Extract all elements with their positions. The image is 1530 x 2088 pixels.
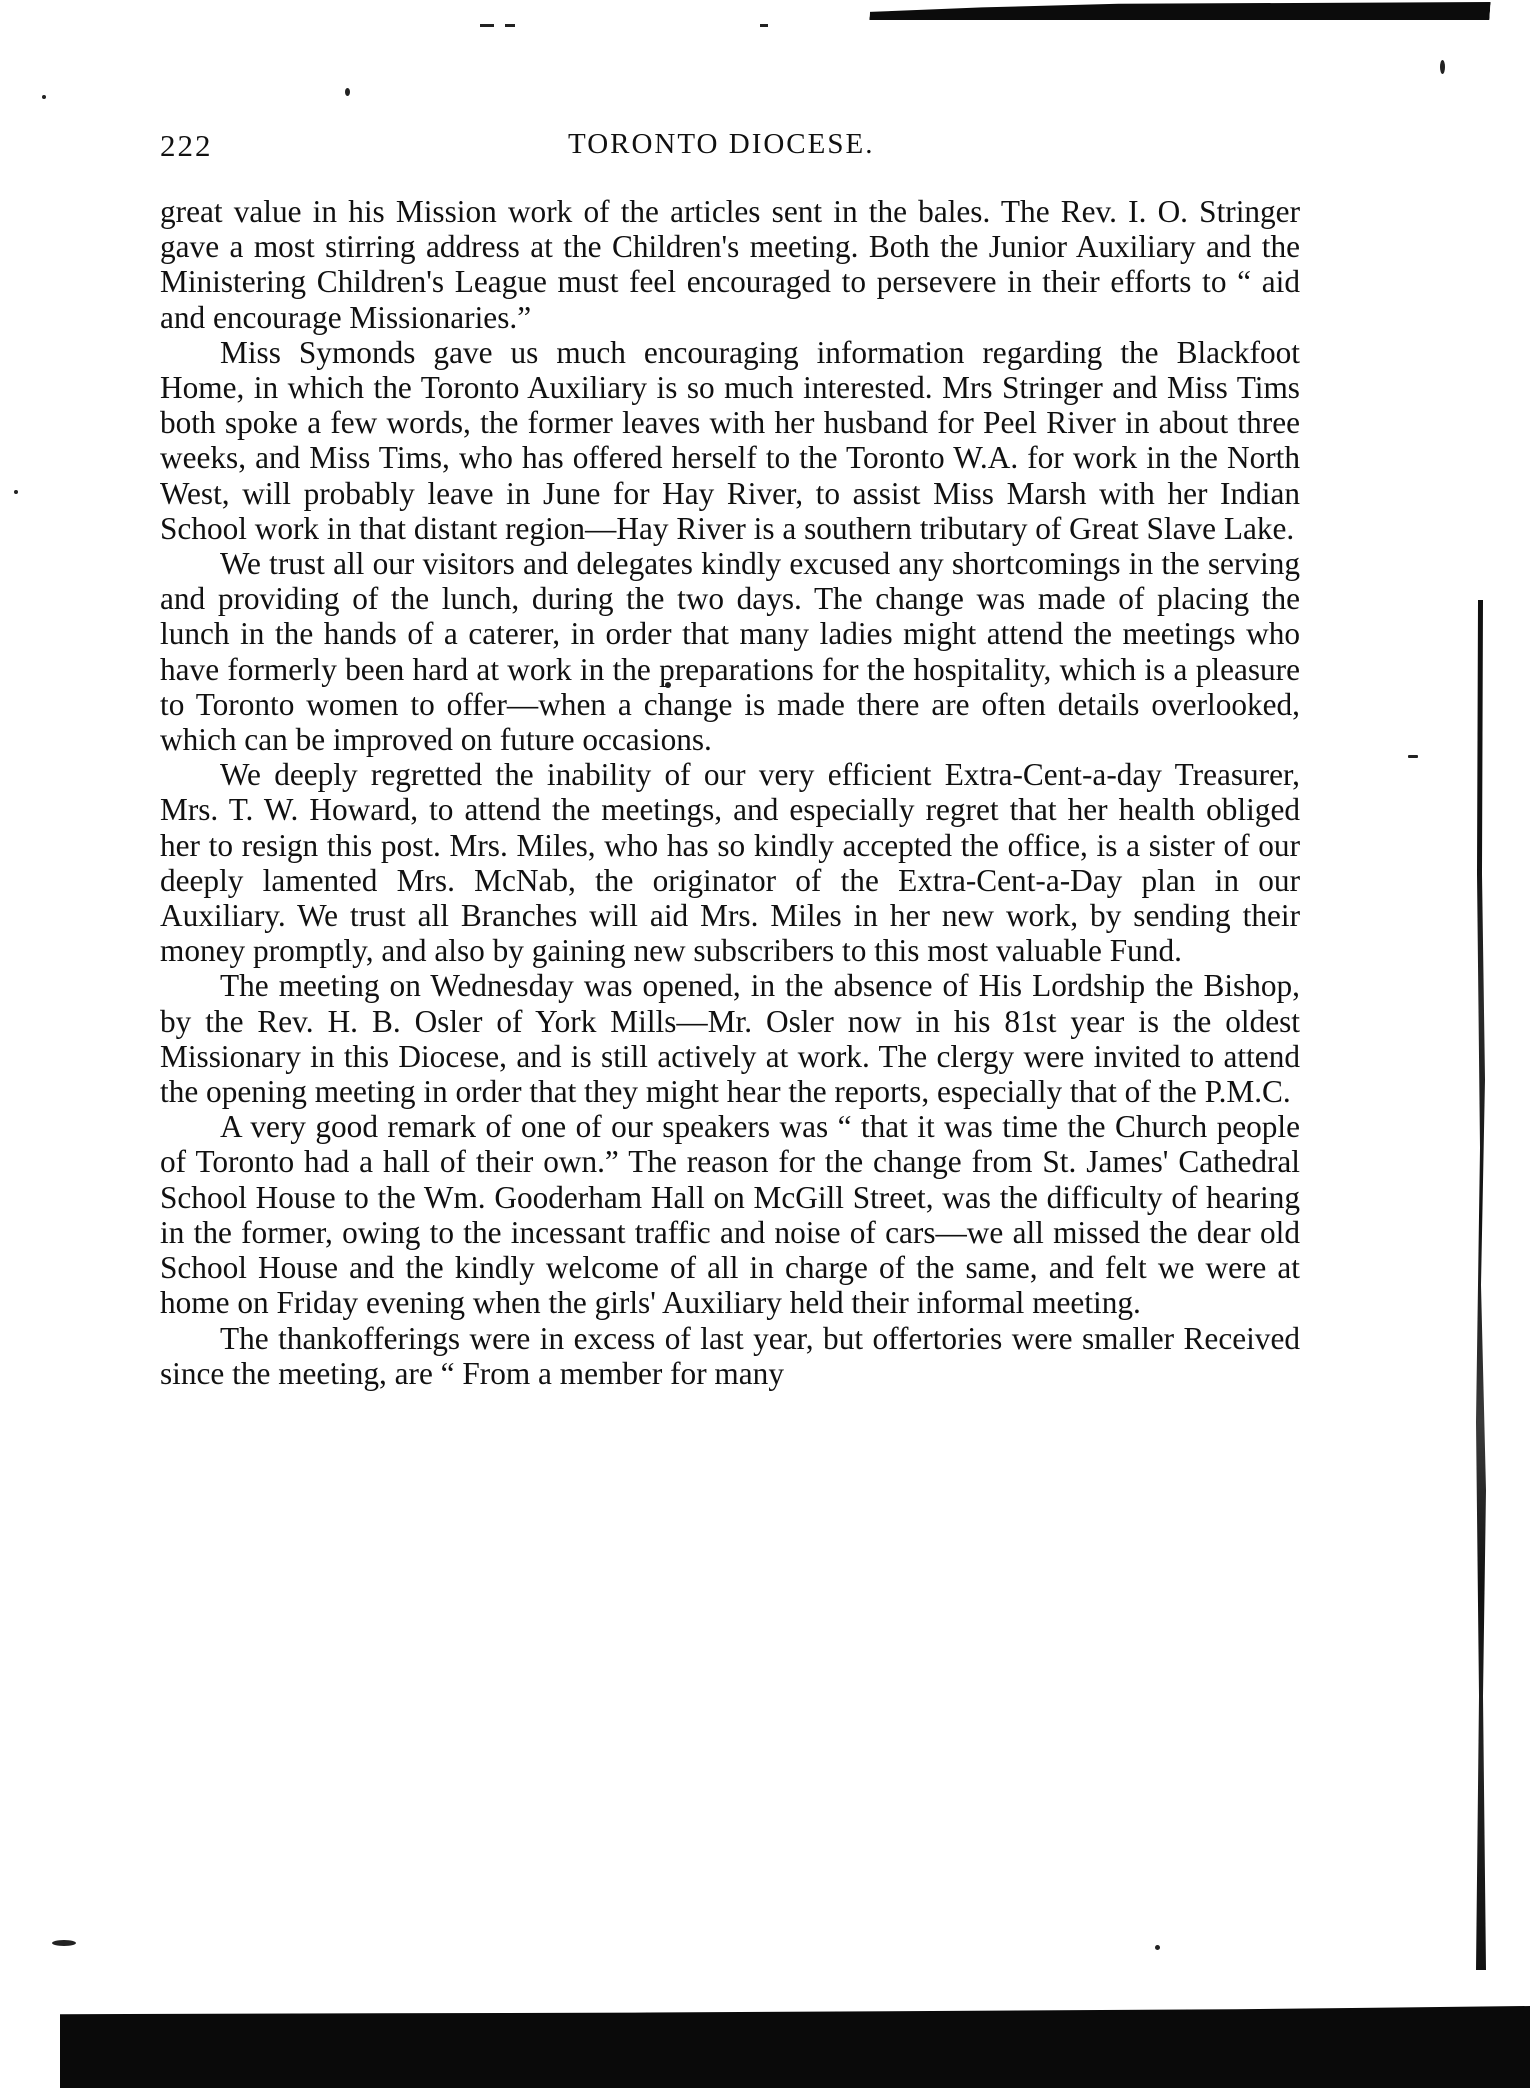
scan-speck (345, 88, 350, 96)
scan-speck (14, 490, 18, 494)
scan-speck (52, 1940, 76, 1946)
scan-speck (1408, 755, 1418, 758)
page-header (160, 128, 1300, 172)
paragraph: We trust all our visitors and delegates kindly excused any shortcomings in the serving and providing of the lunch, during the two days. The change was made of placing the lunch in the hands of a caterer, in order that many ladies might attend the meetings who have formerly been hard at work in the preparations for the hospitality, which is a pleasure to Toronto women to offer—when a change is made there are often details overlooked, which can be improved on future occasions. (160, 546, 1300, 758)
scan-speck (1155, 1945, 1160, 1950)
page-number: 222 (160, 128, 213, 163)
paragraph-continuation: great value in his Mission work of the articles sent in the bales. The Rev. I. O. Stringer gave a most stirring address at the Children's meeting. Both the Junior Auxiliary and the Ministering Children's League must feel encouraged to persevere in their efforts to “ aid and encourage Missionaries.” (160, 194, 1300, 335)
scan-speck (505, 24, 515, 27)
paragraph: The thankofferings were in excess of last year, but offertories were smaller Received since the meeting, are “ From a member for many (160, 1320, 1300, 1391)
paragraph: A very good remark of one of our speakers was “ that it was time the Church people of Toronto had a hall of their own.” The reason for the change from St. James' Cathedral School House to the Wm. Gooderham Hall on McGill Street, was the difficulty of hearing in the former, owing to the incessant traffic and noise of cars—we all missed the dear old School House and the kindly welcome of all in charge of the same, and felt we were at home on Friday evening when the girls' Auxiliary held their informal meeting. (160, 1109, 1300, 1321)
body-text (160, 194, 1300, 1391)
scan-speck (760, 24, 768, 27)
scan-speck (1440, 60, 1445, 74)
scan-speck (480, 24, 494, 27)
paragraph: The meeting on Wednesday was opened, in the absence of His Lordship the Bishop, by the Rev. H. B. Osler of York Mills—Mr. Osler now in his 81st year is the oldest Missionary in this Diocese, and is still actively at work. The clergy were invited to attend the opening meeting in order that they might hear the reports, especially that of the P.M.C. (160, 968, 1300, 1110)
paragraph: We deeply regretted the inability of our very efficient Extra-Cent-a-day Treasurer, Mrs. T. W. Howard, to attend the meetings, and especially regret that her health obliged her to resign this post. Mrs. Miles, who has so kindly accepted the office, is a sister of our deeply lamented Mrs. McNab, the originator of the Extra-Cent-a-Day plan in our Auxiliary. We trust all Branches will aid Mrs. Miles in her new work, by sending their money promptly, and also by gaining new subscribers to this most valuable Fund. (160, 757, 1300, 969)
scan-speck (42, 95, 46, 99)
paragraph: Miss Symonds gave us much encouraging information regarding the Blackfoot Home, in which the Toronto Auxiliary is so much interested. Mrs Stringer and Miss Tims both spoke a few words, the former leaves with her husband for Peel River in about three weeks, and Miss Tims, who has offered herself to the Toronto W.A. for work in the North West, will probably leave in June for Hay River, to assist Miss Marsh with her Indian School work in that distant region—Hay River is a southern tributary of Great Slave Lake. (160, 334, 1300, 546)
scan-edge-right (1476, 600, 1486, 1970)
scan-edge-top (869, 2, 1490, 20)
scan-edge-bottom (60, 2006, 1530, 2088)
running-head: TORONTO DIOCESE. (568, 128, 875, 160)
